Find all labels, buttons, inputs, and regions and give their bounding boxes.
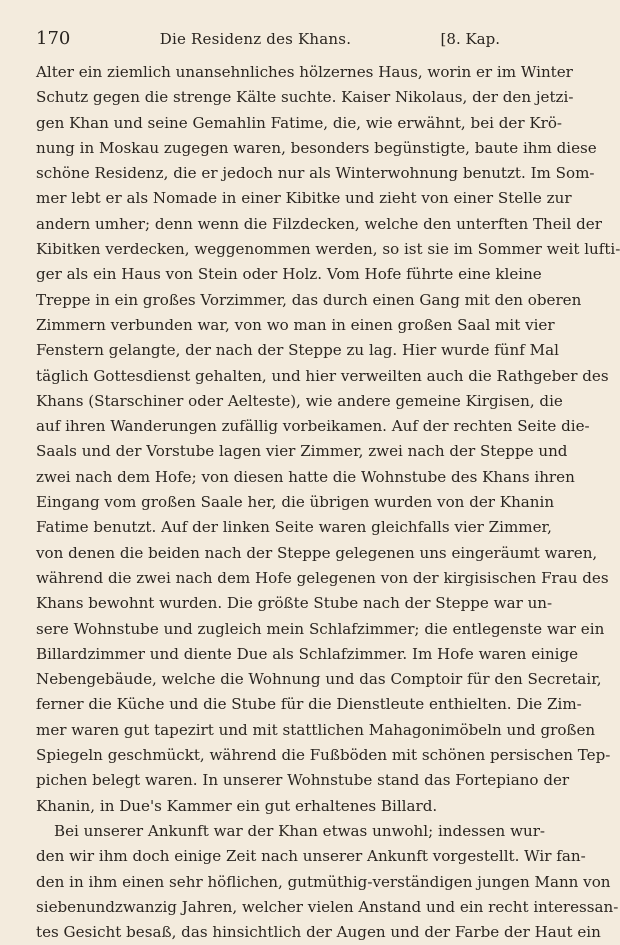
text-line: den wir ihm doch einige Zeit nach unserer Ankunft vorgestellt. Wir fan- [36, 847, 586, 866]
chapter-reference: [8. Kap. [440, 30, 500, 48]
text-line: Treppe in ein großes Vorzimmer, das durch einen Gang mit den oberen [36, 290, 582, 309]
text-line: Billardzimmer und diente Due als Schlafzimmer. Im Hofe waren einige [36, 644, 579, 663]
text-line: Kibitken verdecken, weggenommen werden, so ist sie im Sommer weit lufti- [36, 240, 620, 259]
text-line: Spiegeln geschmückt, während die Fußböden mit schönen persischen Tep- [36, 746, 611, 765]
text-line: sere Wohnstube und zugleich mein Schlafzimmer; die entlegenste war ein [36, 619, 605, 638]
text-line: mer lebt er als Nomade in einer Kibitke und zieht von einer Stelle zur [36, 189, 572, 208]
text-line: Fatime benutzt. Auf der linken Seite waren gleichfalls vier Zimmer, [36, 518, 552, 537]
text-line: nung in Moskau zugegen waren, besonders begünstigte, baute ihm diese [36, 138, 597, 157]
text-line: von denen die beiden nach der Steppe gelegenen uns eingeräumt waren, [36, 543, 598, 562]
text-line: Zimmern verbunden war, von wo man in einen großen Saal mit vier [36, 315, 555, 334]
text-line: ferner die Küche und die Stube für die Dienstleute enthielten. Die Zim- [36, 695, 582, 714]
page-number: 170 [36, 28, 71, 49]
text-line: Khans (Starschiner oder Aelteste), wie andere gemeine Kirgisen, die [36, 391, 563, 410]
text-line: zwei nach dem Hofe; von diesen hatte die Wohnstube des Khans ihren [36, 467, 575, 486]
text-line: Bei unserer Ankunft war der Khan etwas unwohl; indessen wur- [54, 821, 546, 840]
text-line: Khanin, in Due's Kammer ein gut erhaltenes Billard. [36, 796, 438, 815]
text-line: schöne Residenz, die er jedoch nur als Winterwohnung benutzt. Im Som- [36, 164, 595, 183]
text-line: auf ihren Wanderungen zufällig vorbeikamen. Auf der rechten Seite die- [36, 417, 590, 436]
text-line: Alter ein ziemlich unansehnliches hölzernes Haus, worin er im Winter [36, 63, 573, 81]
text-line: siebenundzwanzig Jahren, welcher vielen Anstand und ein recht interessan- [36, 897, 619, 916]
text-line: pichen belegt waren. In unserer Wohnstube stand das Fortepiano der [36, 771, 570, 790]
text-line: Khans bewohnt wurden. Die größte Stube nach der Steppe war un- [36, 594, 553, 613]
text-line: andern umher; denn wenn die Filzdecken, welche den unterften Theil der [36, 214, 602, 233]
text-line: während die zwei nach dem Hofe gelegenen von der kirgisischen Frau des [36, 568, 609, 587]
text-line: Saals und der Vorstube lagen vier Zimmer, zwei nach der Steppe und [36, 442, 568, 461]
text-line: Eingang vom großen Saale her, die übrigen wurden von der Khanin [36, 493, 555, 512]
text-line: Schutz gegen die strenge Kälte suchte. Kaiser Nikolaus, der den jetzi- [36, 88, 574, 107]
text-line: mer waren gut tapezirt und mit stattlichen Mahagonimöbeln und großen [36, 720, 596, 739]
text-line: gen Khan und seine Gemahlin Fatime, die, wie erwähnt, bei der Krö- [36, 113, 563, 132]
text-line: tes Gesicht besaß, das hinsichtlich der Augen und der Farbe der Haut ein [36, 923, 601, 942]
text-line: Fenstern gelangte, der nach der Steppe zu lag. Hier wurde fünf Mal [36, 341, 559, 360]
text-line: den in ihm einen sehr höflichen, gutmüthig-verständigen jungen Mann von [36, 872, 611, 891]
page-header [36, 28, 500, 56]
text-line: Nebengebäude, welche die Wohnung und das Comptoir für den Secretair, [36, 670, 602, 689]
text-line: ger als ein Haus von Stein oder Holz. Vom Hofe führte eine kleine [36, 265, 542, 284]
text-line: täglich Gottesdienst gehalten, und hier verweilten auch die Rathgeber des [36, 366, 609, 385]
body-text [36, 60, 620, 945]
running-title: Die Residenz des Khans. [159, 30, 352, 48]
